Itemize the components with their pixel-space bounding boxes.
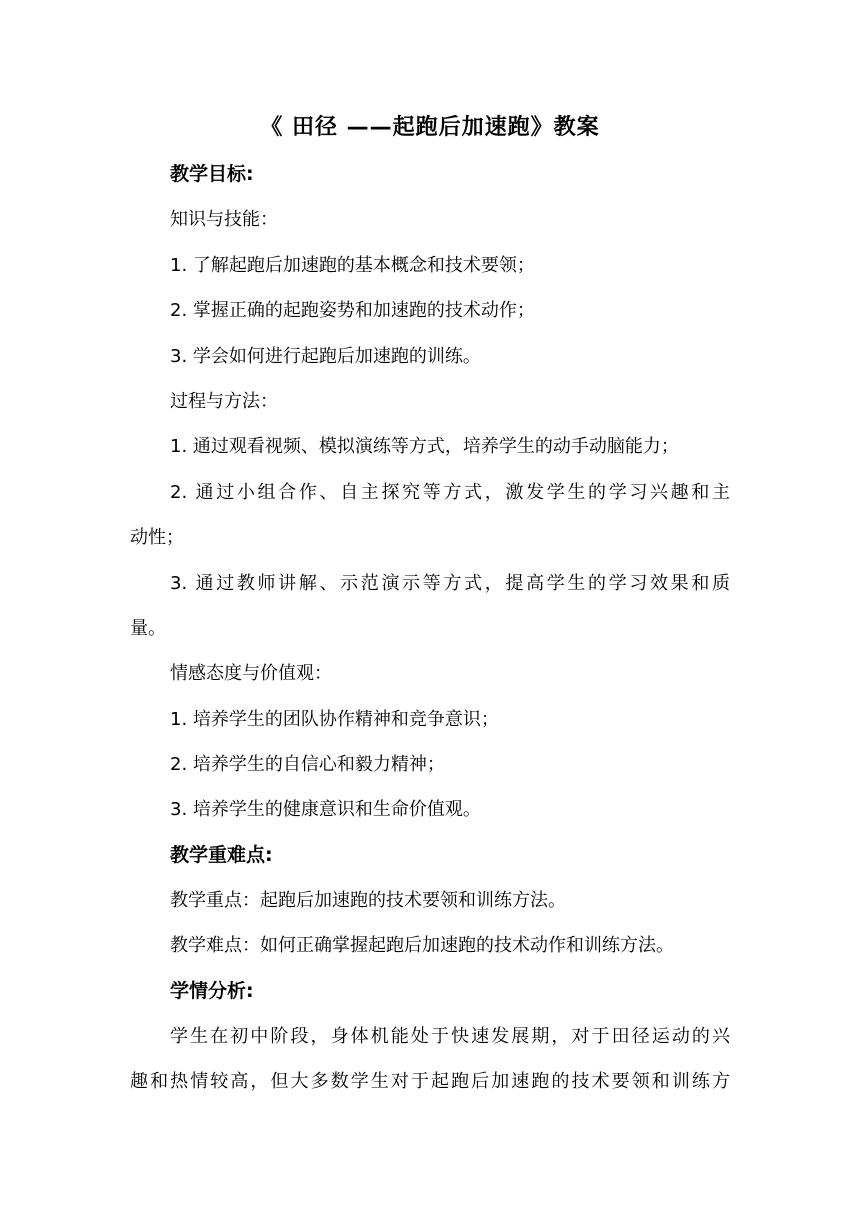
emotion-item: 2. 培养学生的自信心和毅力精神；	[170, 754, 445, 775]
document-title: 《 田径 ——起跑后加速跑》教案	[260, 115, 600, 140]
process-item: 2. 通过小组合作、自主探究等方式，激发学生的学习兴趣和主	[170, 482, 730, 503]
analysis-line: 学生在初中阶段，身体机能处于快速发展期，对于田径运动的兴	[170, 1026, 730, 1047]
process-item-continuation: 量。	[130, 618, 166, 639]
section-heading-keypoints: 教学重难点:	[170, 844, 273, 866]
process-item: 1. 通过观看视频、模拟演练等方式，培养学生的动手动脑能力；	[170, 436, 679, 457]
knowledge-item: 2. 掌握正确的起跑姿势和加速跑的技术动作；	[170, 300, 535, 321]
difficulty-text: 教学难点：如何正确掌握起跑后加速跑的技术动作和训练方法。	[170, 935, 674, 956]
keypoint-text: 教学重点：起跑后加速跑的技术要领和训练方法。	[170, 890, 566, 911]
knowledge-item: 3. 学会如何进行起跑后加速跑的训练。	[170, 346, 481, 367]
process-item: 3. 通过教师讲解、示范演示等方式，提高学生的学习效果和质	[170, 573, 730, 594]
process-item-continuation: 动性；	[130, 527, 184, 548]
section-heading-goals: 教学目标:	[170, 163, 254, 185]
emotion-item: 3. 培养学生的健康意识和生命价值观。	[170, 799, 481, 820]
knowledge-item: 1. 了解起跑后加速跑的基本概念和技术要领；	[170, 255, 535, 276]
section-heading-analysis: 学情分析:	[170, 980, 254, 1002]
analysis-line: 趣和热情较高，但大多数学生对于起跑后加速跑的技术要领和训练方	[130, 1071, 730, 1092]
subheading-emotion: 情感态度与价值观：	[170, 663, 332, 684]
emotion-item: 1. 培养学生的团队协作精神和竞争意识；	[170, 709, 499, 730]
subheading-process: 过程与方法：	[170, 391, 278, 412]
subheading-knowledge: 知识与技能：	[170, 209, 278, 230]
